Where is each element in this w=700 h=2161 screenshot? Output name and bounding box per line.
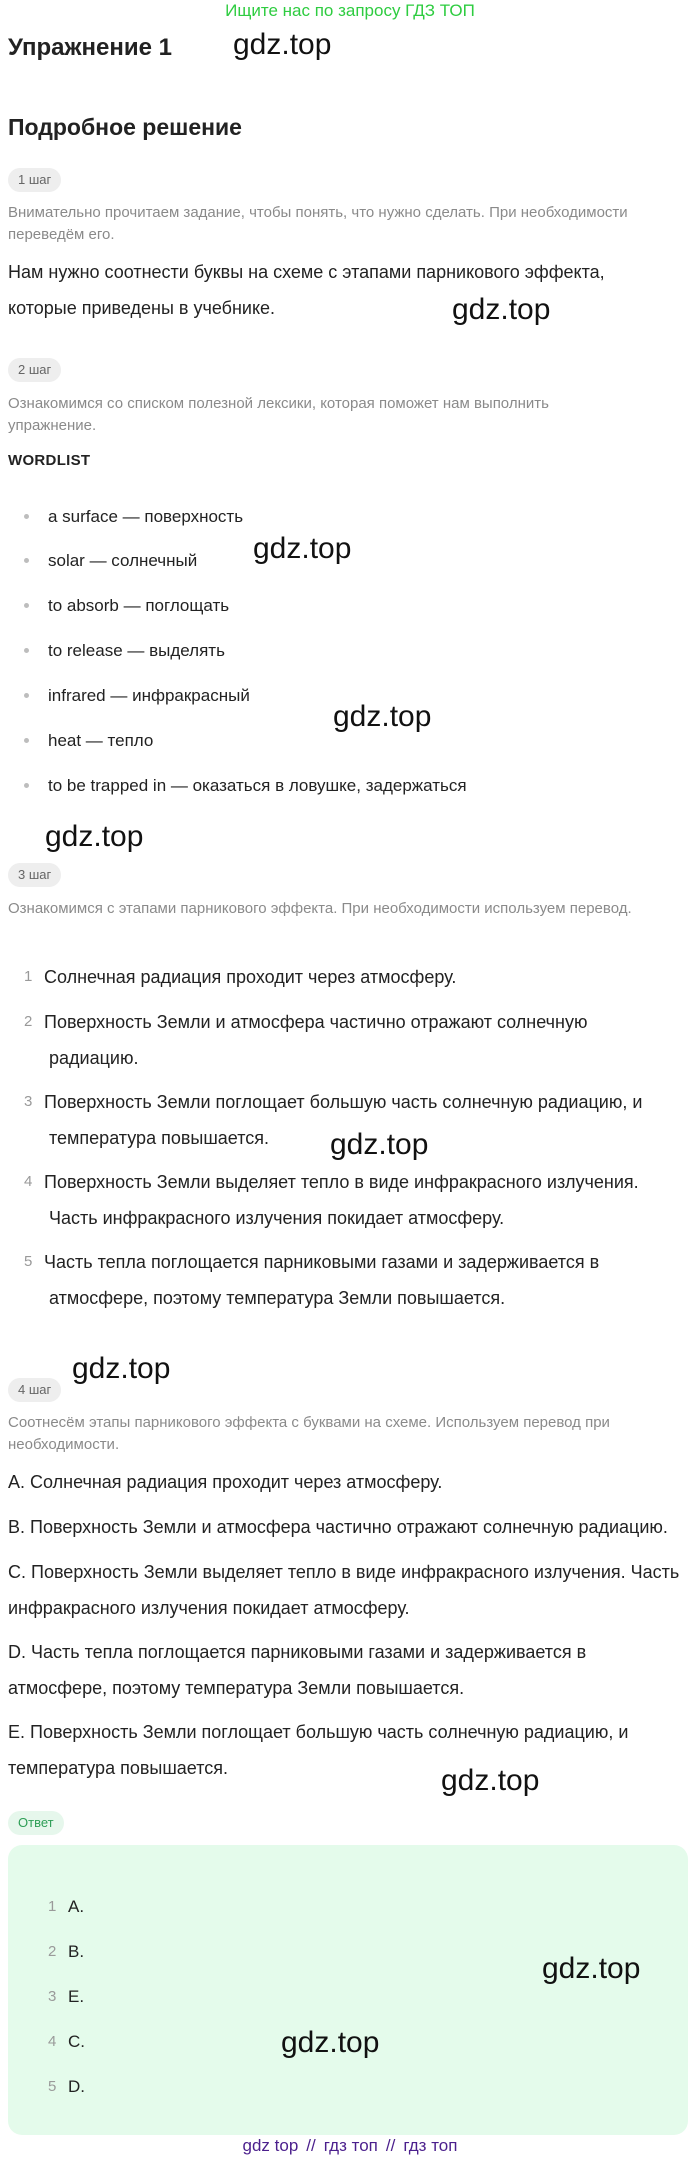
wordlist-entry: to release — выделять xyxy=(48,641,225,660)
watermark: gdz.top xyxy=(72,1352,171,1385)
list-number: 5 xyxy=(24,1253,33,1270)
wordlist-entry: infrared — инфракрасный xyxy=(48,686,250,705)
watermark: gdz.top xyxy=(452,293,551,326)
list-number: 3 xyxy=(24,1093,33,1110)
step-line: атмосфере, поэтому температура Земли повышается. xyxy=(49,1288,506,1308)
answer-value: B. xyxy=(68,1942,85,1961)
list-item xyxy=(0,726,700,756)
footer-link[interactable]: gdz top xyxy=(242,2136,299,2155)
step-line: Поверхность Земли поглощает большую часть солнечную радиацию, и xyxy=(44,1092,643,1112)
answer-number: 1 xyxy=(48,1898,57,1915)
wordlist-entry: to be trapped in — оказаться в ловушке, задержаться xyxy=(48,776,467,795)
search-banner: Ищите нас по запросу ГДЗ ТОП xyxy=(225,1,475,20)
step-line: Солнечная радиация проходит через атмосферу. xyxy=(44,967,457,987)
watermark: gdz.top xyxy=(45,820,144,853)
step-1-note: Внимательно прочитаем задание, чтобы понять, что нужно сделать. При необходимости переведём его. xyxy=(8,204,628,243)
step-1-badge: 1 шаг xyxy=(8,168,61,192)
answer-box xyxy=(8,1845,688,2135)
step-3-note: Ознакомимся с этапами парникового эффекта. При необходимости используем перевод. xyxy=(8,900,632,917)
watermark: gdz.top xyxy=(253,532,352,565)
list-item xyxy=(0,1004,700,1076)
wordlist-entry: heat — тепло xyxy=(48,731,154,750)
footer-link[interactable]: гдз топ xyxy=(323,2136,378,2155)
list-item xyxy=(0,771,700,801)
watermark: gdz.top xyxy=(330,1128,429,1161)
step-text xyxy=(44,1164,684,1236)
list-item xyxy=(0,636,700,666)
step-text xyxy=(44,1244,684,1316)
step-3-badge: 3 шаг xyxy=(8,863,61,887)
step-text xyxy=(44,1004,684,1076)
step-4-note: Соотнесём этапы парникового эффекта с буквами на схеме. Используем перевод при необходимости. xyxy=(8,1414,610,1453)
footer-separator: // xyxy=(306,2136,316,2155)
list-number: 4 xyxy=(24,1173,33,1190)
mapping-paragraph: B. Поверхность Земли и атмосфера частично отражают солнечную радиацию. xyxy=(8,1517,668,1537)
wordlist-entry: to absorb — поглощать xyxy=(48,596,230,615)
answer-value: A. xyxy=(68,1897,85,1916)
wordlist-heading: WORDLIST xyxy=(8,452,91,469)
list-item xyxy=(0,1244,700,1316)
step-line: радиацию. xyxy=(49,1048,139,1068)
list-item xyxy=(0,591,700,621)
mapping-paragraph: E. Поверхность Земли поглощает большую часть солнечную радиацию, и температура повышается. xyxy=(8,1722,629,1778)
section-title: Подробное решение xyxy=(8,114,242,140)
answer-number: 3 xyxy=(48,1988,57,2005)
watermark: gdz.top xyxy=(281,2026,380,2059)
mapping-paragraph: C. Поверхность Земли выделяет тепло в виде инфракрасного излучения. Часть инфракрасного излучения покидает атмосферу. xyxy=(8,1562,680,1618)
bullet-dot xyxy=(24,603,29,608)
footer-link[interactable]: гдз топ xyxy=(403,2136,458,2155)
step-text xyxy=(44,959,684,995)
answer-value: D. xyxy=(68,2077,85,2096)
answer-number: 4 xyxy=(48,2033,57,2050)
watermark: gdz.top xyxy=(333,700,432,733)
mapping-paragraph: D. Часть тепла поглощается парниковыми газами и задерживается в атмосфере, поэтому температура Земли повышается. xyxy=(8,1642,587,1698)
watermark: gdz.top xyxy=(441,1764,540,1797)
bullet-dot xyxy=(24,738,29,743)
mapping-paragraph: A. Солнечная радиация проходит через атмосферу. xyxy=(8,1472,443,1492)
watermark: gdz.top xyxy=(542,1952,641,1985)
step-line: Часть инфракрасного излучения покидает атмосферу. xyxy=(49,1208,505,1228)
bullet-dot xyxy=(24,783,29,788)
list-item xyxy=(0,959,700,995)
answer-value: C. xyxy=(68,2032,85,2051)
step-2-badge: 2 шаг xyxy=(8,358,61,382)
step-line: Поверхность Земли и атмосфера частично отражают солнечную xyxy=(44,1012,588,1032)
list-number: 2 xyxy=(24,1013,33,1030)
step-4-badge: 4 шаг xyxy=(8,1378,61,1402)
step-line: Поверхность Земли выделяет тепло в виде инфракрасного излучения. xyxy=(44,1172,639,1192)
footer-links xyxy=(0,2134,700,2158)
step-2-note: Ознакомимся со списком полезной лексики, которая поможет нам выполнить упражнение. xyxy=(8,395,549,434)
bullet-dot xyxy=(24,558,29,563)
answer-number: 5 xyxy=(48,2078,57,2095)
list-item xyxy=(0,502,700,532)
answer-value: E. xyxy=(68,1987,85,2006)
step-line: температура повышается. xyxy=(49,1128,269,1148)
bullet-dot xyxy=(24,693,29,698)
answer-badge: Ответ xyxy=(8,1811,64,1835)
footer-separator: // xyxy=(385,2136,396,2155)
bullet-dot xyxy=(24,514,29,519)
step-line: Часть тепла поглощается парниковыми газами и задерживается в xyxy=(44,1252,600,1272)
bullet-dot xyxy=(24,648,29,653)
list-number: 1 xyxy=(24,968,33,985)
wordlist-entry: a surface — поверхность xyxy=(48,507,244,526)
answer-number: 2 xyxy=(48,1943,57,1960)
step-1-text: Нам нужно соотнести буквы на схеме с этапами парникового эффекта, которые приведены в учебнике. xyxy=(8,262,605,318)
wordlist-entry: solar — солнечный xyxy=(48,551,198,570)
list-item xyxy=(0,1164,700,1236)
watermark: gdz.top xyxy=(233,28,332,61)
page-title: Упражнение 1 xyxy=(8,34,172,61)
